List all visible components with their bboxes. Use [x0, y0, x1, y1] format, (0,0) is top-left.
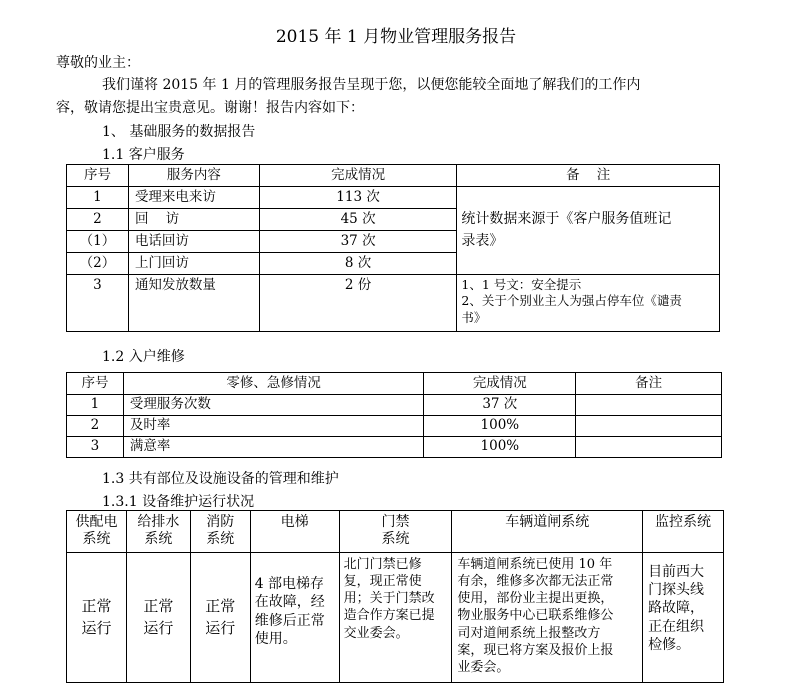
header-service: 服务内容: [128, 165, 259, 187]
row-no: 3: [67, 275, 129, 332]
elevator-status: [250, 553, 339, 683]
elevator-status-line: 维修后正常: [254, 612, 325, 629]
row-status: 2 份: [259, 275, 457, 332]
remark-source-line-2: 录表》: [461, 232, 504, 249]
header-water-line-2: 系统: [144, 530, 173, 547]
intro-line-1: 我们谨将 2015 年 1 月的管理服务报告呈现于您，以便您能较全面地了解我们的工作内: [102, 77, 641, 93]
row-item: 上门回访: [128, 253, 259, 275]
header-access-line-2: 系统: [381, 530, 410, 547]
home-repair-table: [66, 372, 722, 458]
row-status: 100%: [424, 416, 576, 437]
row-no: 2: [67, 209, 129, 231]
gate-status: [452, 553, 643, 683]
intro-line-2: 容，敬请您提出宝贵意见。谢谢！报告内容如下：: [56, 100, 364, 116]
access-status: [339, 553, 452, 683]
access-status-line: 用；关于门禁改: [343, 591, 435, 607]
row-no: （1）: [67, 231, 129, 253]
water-status: [126, 553, 190, 683]
header-water-line-1: 给排水: [137, 514, 180, 530]
gate-status-line: 物业服务中心已联系维修公: [457, 608, 614, 624]
row-status: 45 次: [259, 209, 457, 231]
row-no: （2）: [67, 253, 129, 275]
header-power-system: [67, 511, 127, 553]
fire-status-line-1: 正常: [205, 596, 236, 615]
elevator-status-line: 在故障，经: [254, 594, 325, 611]
row-status: 113 次: [259, 187, 457, 209]
row-status: 37 次: [424, 395, 576, 416]
monitor-status-line: 路故障，: [648, 600, 705, 617]
header-fire-system: [190, 511, 250, 553]
header-power-line-2: 系统: [82, 530, 111, 547]
row-item: 及时率: [123, 416, 424, 437]
header-status: 完成情况: [259, 165, 457, 187]
equipment-status-table: [66, 510, 724, 683]
gate-status-line: 有余，维修多次都无法正常: [457, 574, 614, 590]
row-item: 回 访: [128, 209, 259, 231]
power-status-line-2: 运行: [81, 618, 112, 637]
report-title: 2015 年 1 月物业管理服务报告: [275, 27, 517, 47]
gate-status-line: 车辆道闸系统已使用 10 年: [457, 557, 613, 572]
subsection-1-3-1-heading: 1.3.1 设备维护运行状况: [102, 494, 255, 510]
water-status-line-1: 正常: [143, 596, 174, 615]
power-status-line-1: 正常: [81, 596, 112, 615]
customer-service-table: [66, 164, 720, 332]
elevator-status-line: 使用。: [254, 631, 297, 648]
remark-source-line-1: 统计数据来源于《客户服务值班记: [461, 210, 672, 227]
header-remark: 备 注: [457, 165, 720, 187]
remark-notices: [457, 275, 720, 332]
header-status: 完成情况: [424, 373, 576, 395]
monitor-status-line: 正在组织: [648, 618, 705, 635]
access-status-line: 造合作方案已提: [343, 608, 435, 624]
header-fire-line-1: 消防: [206, 514, 235, 530]
subsection-1-2-heading: 1.2 入户维修: [102, 349, 185, 365]
row-no: 1: [67, 395, 124, 416]
access-status-line: 交业委会。: [343, 625, 409, 641]
header-repair: 零修、急修情况: [123, 373, 424, 395]
water-status-line-2: 运行: [143, 618, 174, 637]
power-status: [67, 553, 127, 683]
header-no: 序号: [67, 373, 124, 395]
subsection-1-1-heading: 1.1 客户服务: [102, 147, 185, 163]
section-1-heading: 1、 基础服务的数据报告: [102, 124, 256, 140]
row-status: 8 次: [259, 253, 457, 275]
header-elevator: 电梯: [250, 511, 339, 553]
header-fire-line-2: 系统: [206, 530, 235, 547]
row-status: 37 次: [259, 231, 457, 253]
row-item: 受理来电来访: [128, 187, 259, 209]
remark-notice-line-1: 1、1 号文：安全提示: [461, 277, 582, 292]
header-note: 备注: [576, 373, 722, 395]
row-no: 2: [67, 416, 124, 437]
remark-notice-line-2: 2、关于个别业主人为强占停车位《谴责: [461, 293, 682, 309]
row-status: 100%: [424, 437, 576, 458]
gate-status-line: 案，现已将方案及报价上报: [457, 642, 614, 658]
monitor-status-line: 目前西大: [648, 564, 705, 580]
monitor-status-line: 检修。: [648, 636, 691, 653]
access-status-line: 复，现正常使: [343, 574, 422, 590]
remark-source: [457, 187, 720, 275]
row-item: 通知发放数量: [128, 275, 259, 332]
fire-status: [190, 553, 250, 683]
fire-status-line-2: 运行: [205, 618, 236, 637]
monitor-status: [643, 553, 724, 683]
monitor-status-line: 门探头线: [648, 582, 705, 599]
row-item: 电话回访: [128, 231, 259, 253]
gate-status-line: 业委会。: [457, 659, 510, 675]
remark-notice-line-3: 书》: [461, 309, 487, 325]
row-item: 受理服务次数: [123, 395, 424, 416]
row-note: [576, 437, 722, 458]
row-note: [576, 416, 722, 437]
greeting: 尊敬的业主：: [56, 55, 140, 71]
row-no: 3: [67, 437, 124, 458]
header-gate-system: 车辆道闸系统: [452, 511, 643, 553]
gate-status-line: 司对道闸系统上报整改方: [457, 625, 601, 641]
subsection-1-3-heading: 1.3 共有部位及设施设备的管理和维护: [102, 471, 339, 487]
access-status-line: 北门门禁已修: [343, 557, 422, 572]
header-no: 序号: [67, 165, 129, 187]
header-water-system: [126, 511, 190, 553]
header-access-control: [339, 511, 452, 553]
gate-status-line: 使用，部份业主提出更换，: [457, 591, 614, 607]
header-power-line-1: 供配电: [75, 514, 118, 530]
row-note: [576, 395, 722, 416]
row-item: 满意率: [123, 437, 424, 458]
row-no: 1: [67, 187, 129, 209]
elevator-status-line: 4 部电梯存: [254, 576, 325, 592]
header-monitor-system: 监控系统: [643, 511, 724, 553]
header-access-line-1: 门禁: [381, 514, 410, 530]
